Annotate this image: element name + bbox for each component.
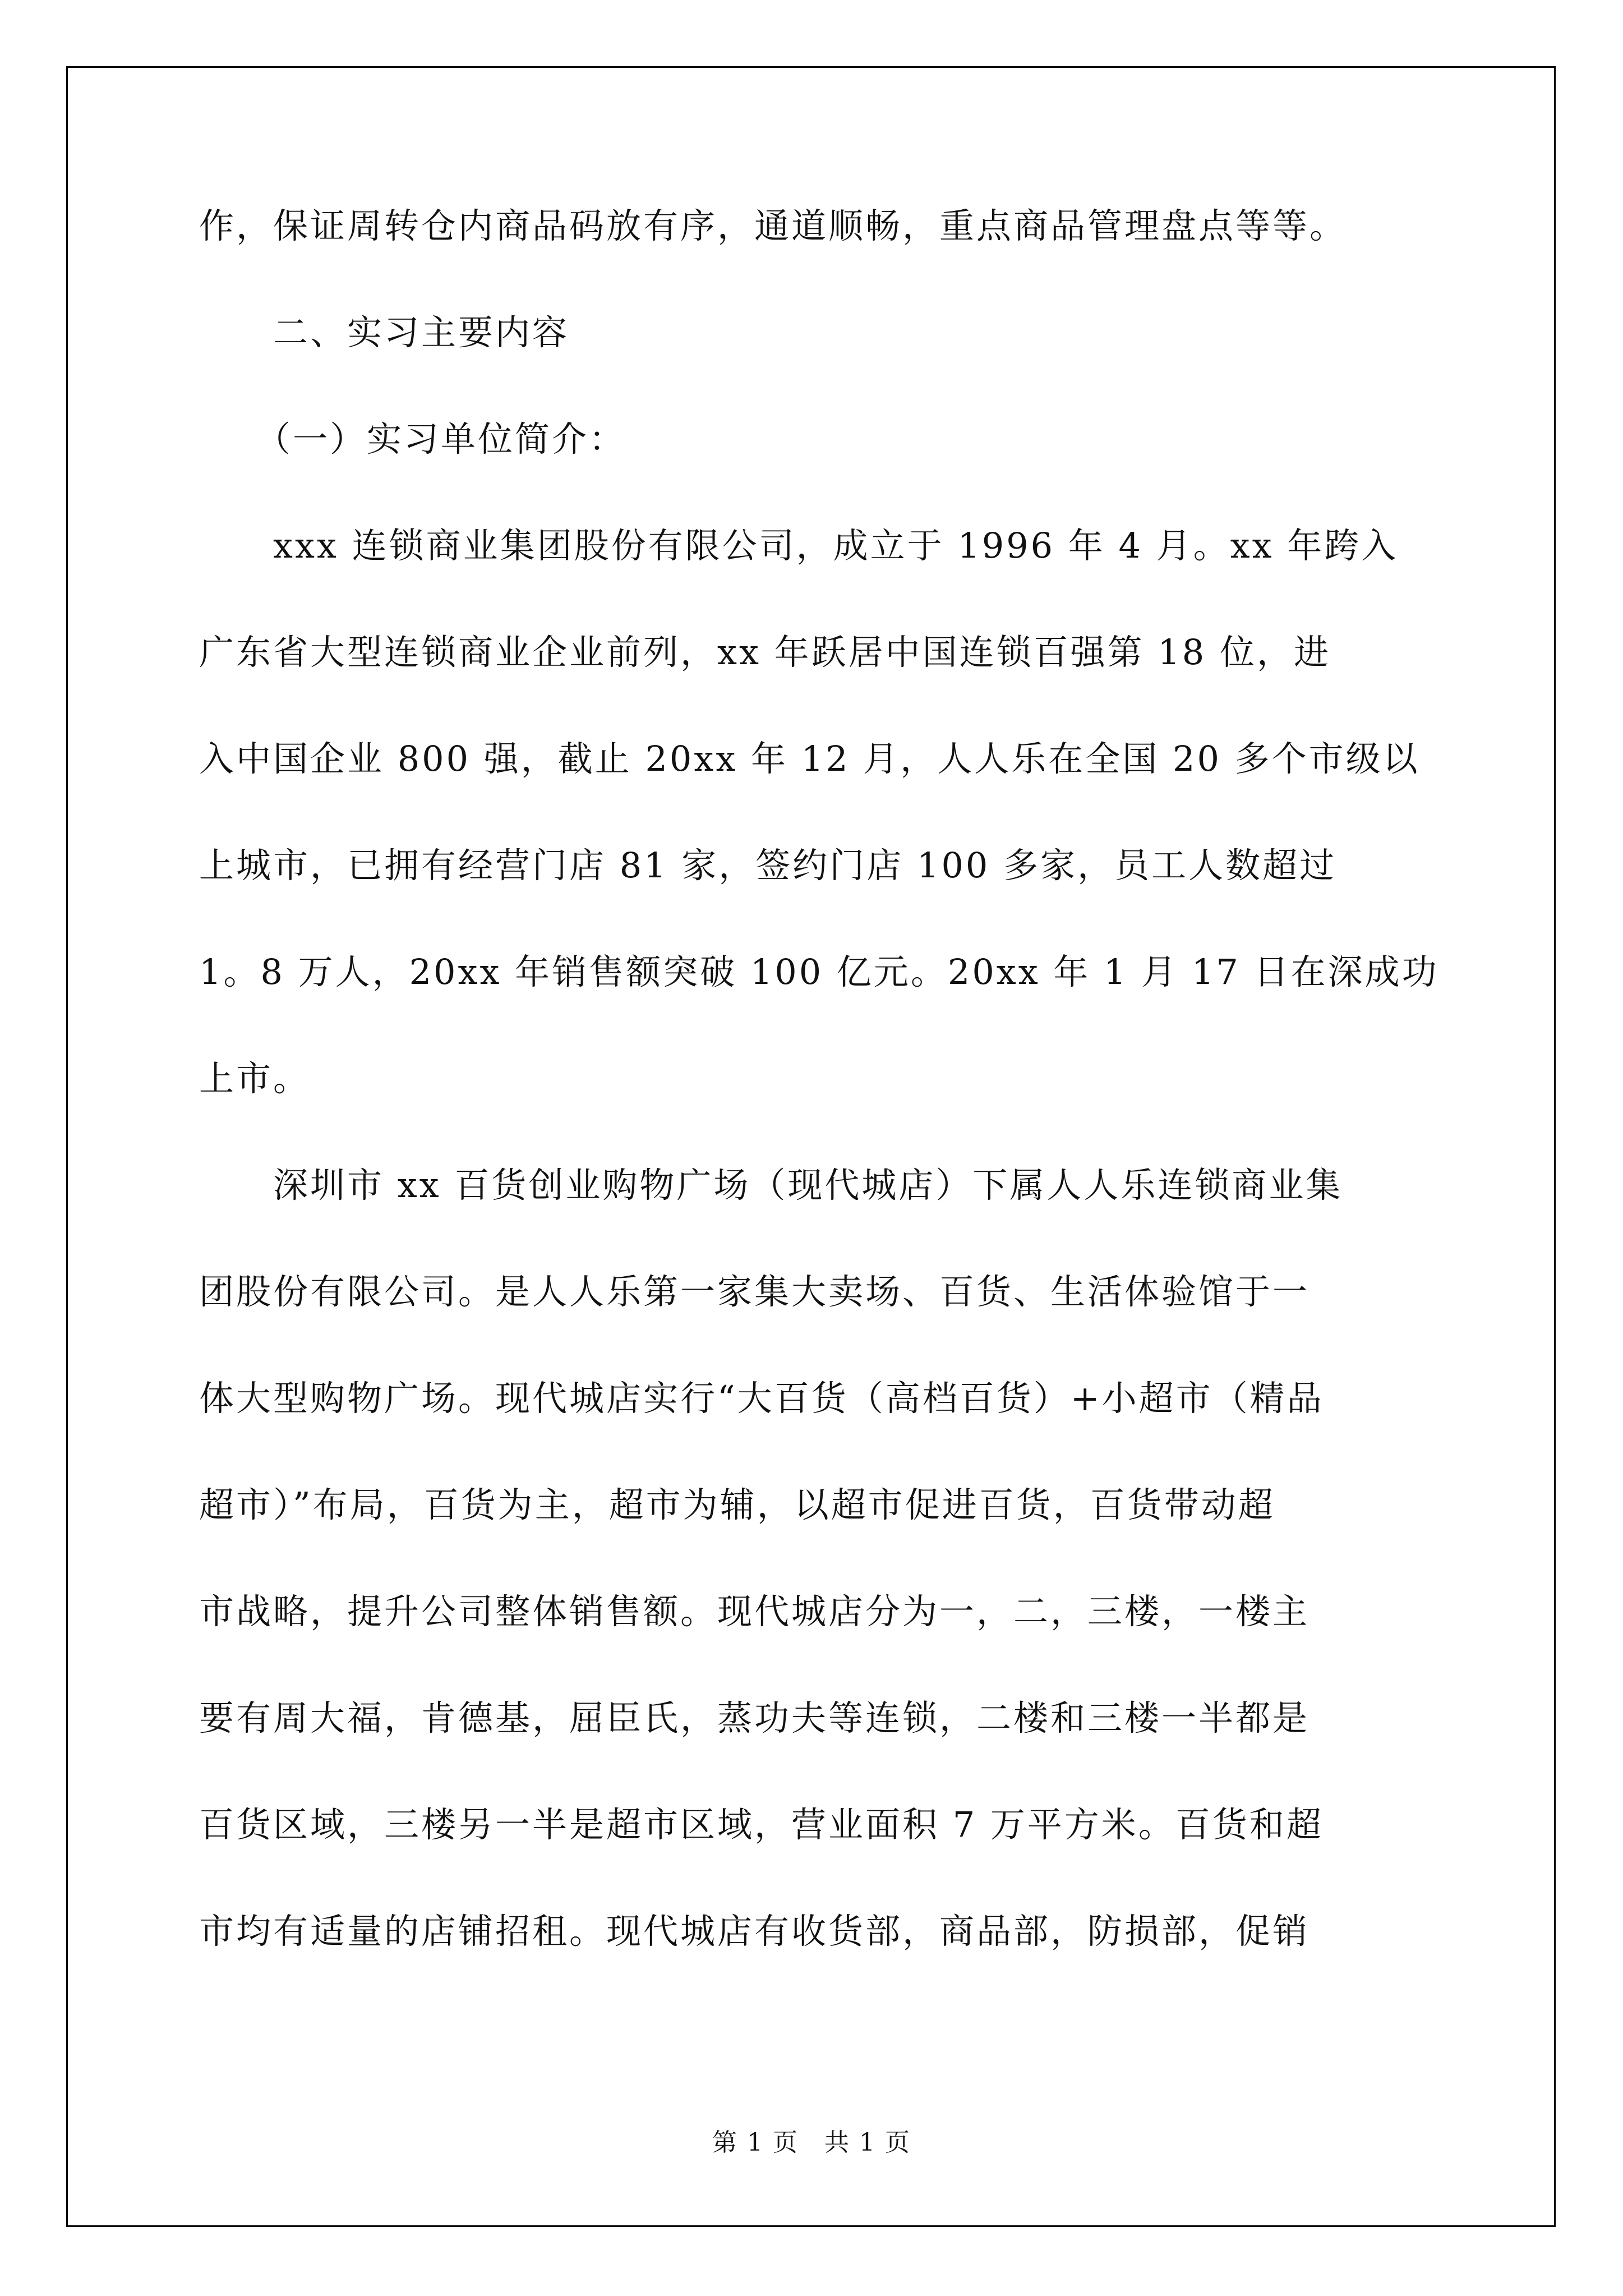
- text-line: xxx 连锁商业集团股份有限公司，成立于 1996 年 4 月。xx 年跨入: [199, 525, 1399, 566]
- text-line: 要有周大福，肯德基，屈臣氏，蒸功夫等连锁，二楼和三楼一半都是: [199, 1697, 1310, 1738]
- text-line: 作，保证周转仓内商品码放有序，通道顺畅，重点商品管理盘点等等。: [199, 205, 1347, 246]
- text-line: 市战略，提升公司整体销售额。现代城店分为一，二，三楼，一楼主: [199, 1591, 1310, 1632]
- text-line: 团股份有限公司。是人人乐第一家集大卖场、百货、生活体验馆于一: [199, 1271, 1310, 1312]
- text-line: 上城市，已拥有经营门店 81 家，签约门店 100 多家，员工人数超过: [199, 845, 1337, 886]
- page-footer: [0, 2126, 1623, 2160]
- text-line: 广东省大型连锁商业企业前列，xx 年跃居中国连锁百强第 18 位，进: [199, 632, 1331, 673]
- page-number: 第 1 页 共 1 页: [712, 2128, 911, 2157]
- text-line: 入中国企业 800 强，截止 20xx 年 12 月，人人乐在全国 20 多个市级以: [199, 738, 1420, 779]
- text-line: 上市。: [199, 1058, 311, 1099]
- text-line: 市均有适量的店铺招租。现代城店有收货部，商品部，防损部，促销: [199, 1911, 1310, 1952]
- text-line: 体大型购物广场。现代城店实行“大百货（高档百货）+小超市（精品: [199, 1378, 1324, 1419]
- text-line: 超市）”布局，百货为主，超市为辅，以超市促进百货，百货带动超: [199, 1484, 1275, 1525]
- subsection-heading: （一）实习单位简介：: [199, 418, 626, 459]
- document-body: [199, 199, 1439, 1958]
- section-heading: 二、实习主要内容: [199, 312, 570, 353]
- text-line: 深圳市 xx 百货创业购物广场（现代城店）下属人人乐连锁商业集: [199, 1165, 1343, 1205]
- text-line: 百货区域，三楼另一半是超市区域，营业面积 7 万平方米。百货和超: [199, 1804, 1324, 1845]
- text-line: 1。8 万人，20xx 年销售额突破 100 亿元。20xx 年 1 月 17 日在深成功: [199, 951, 1439, 992]
